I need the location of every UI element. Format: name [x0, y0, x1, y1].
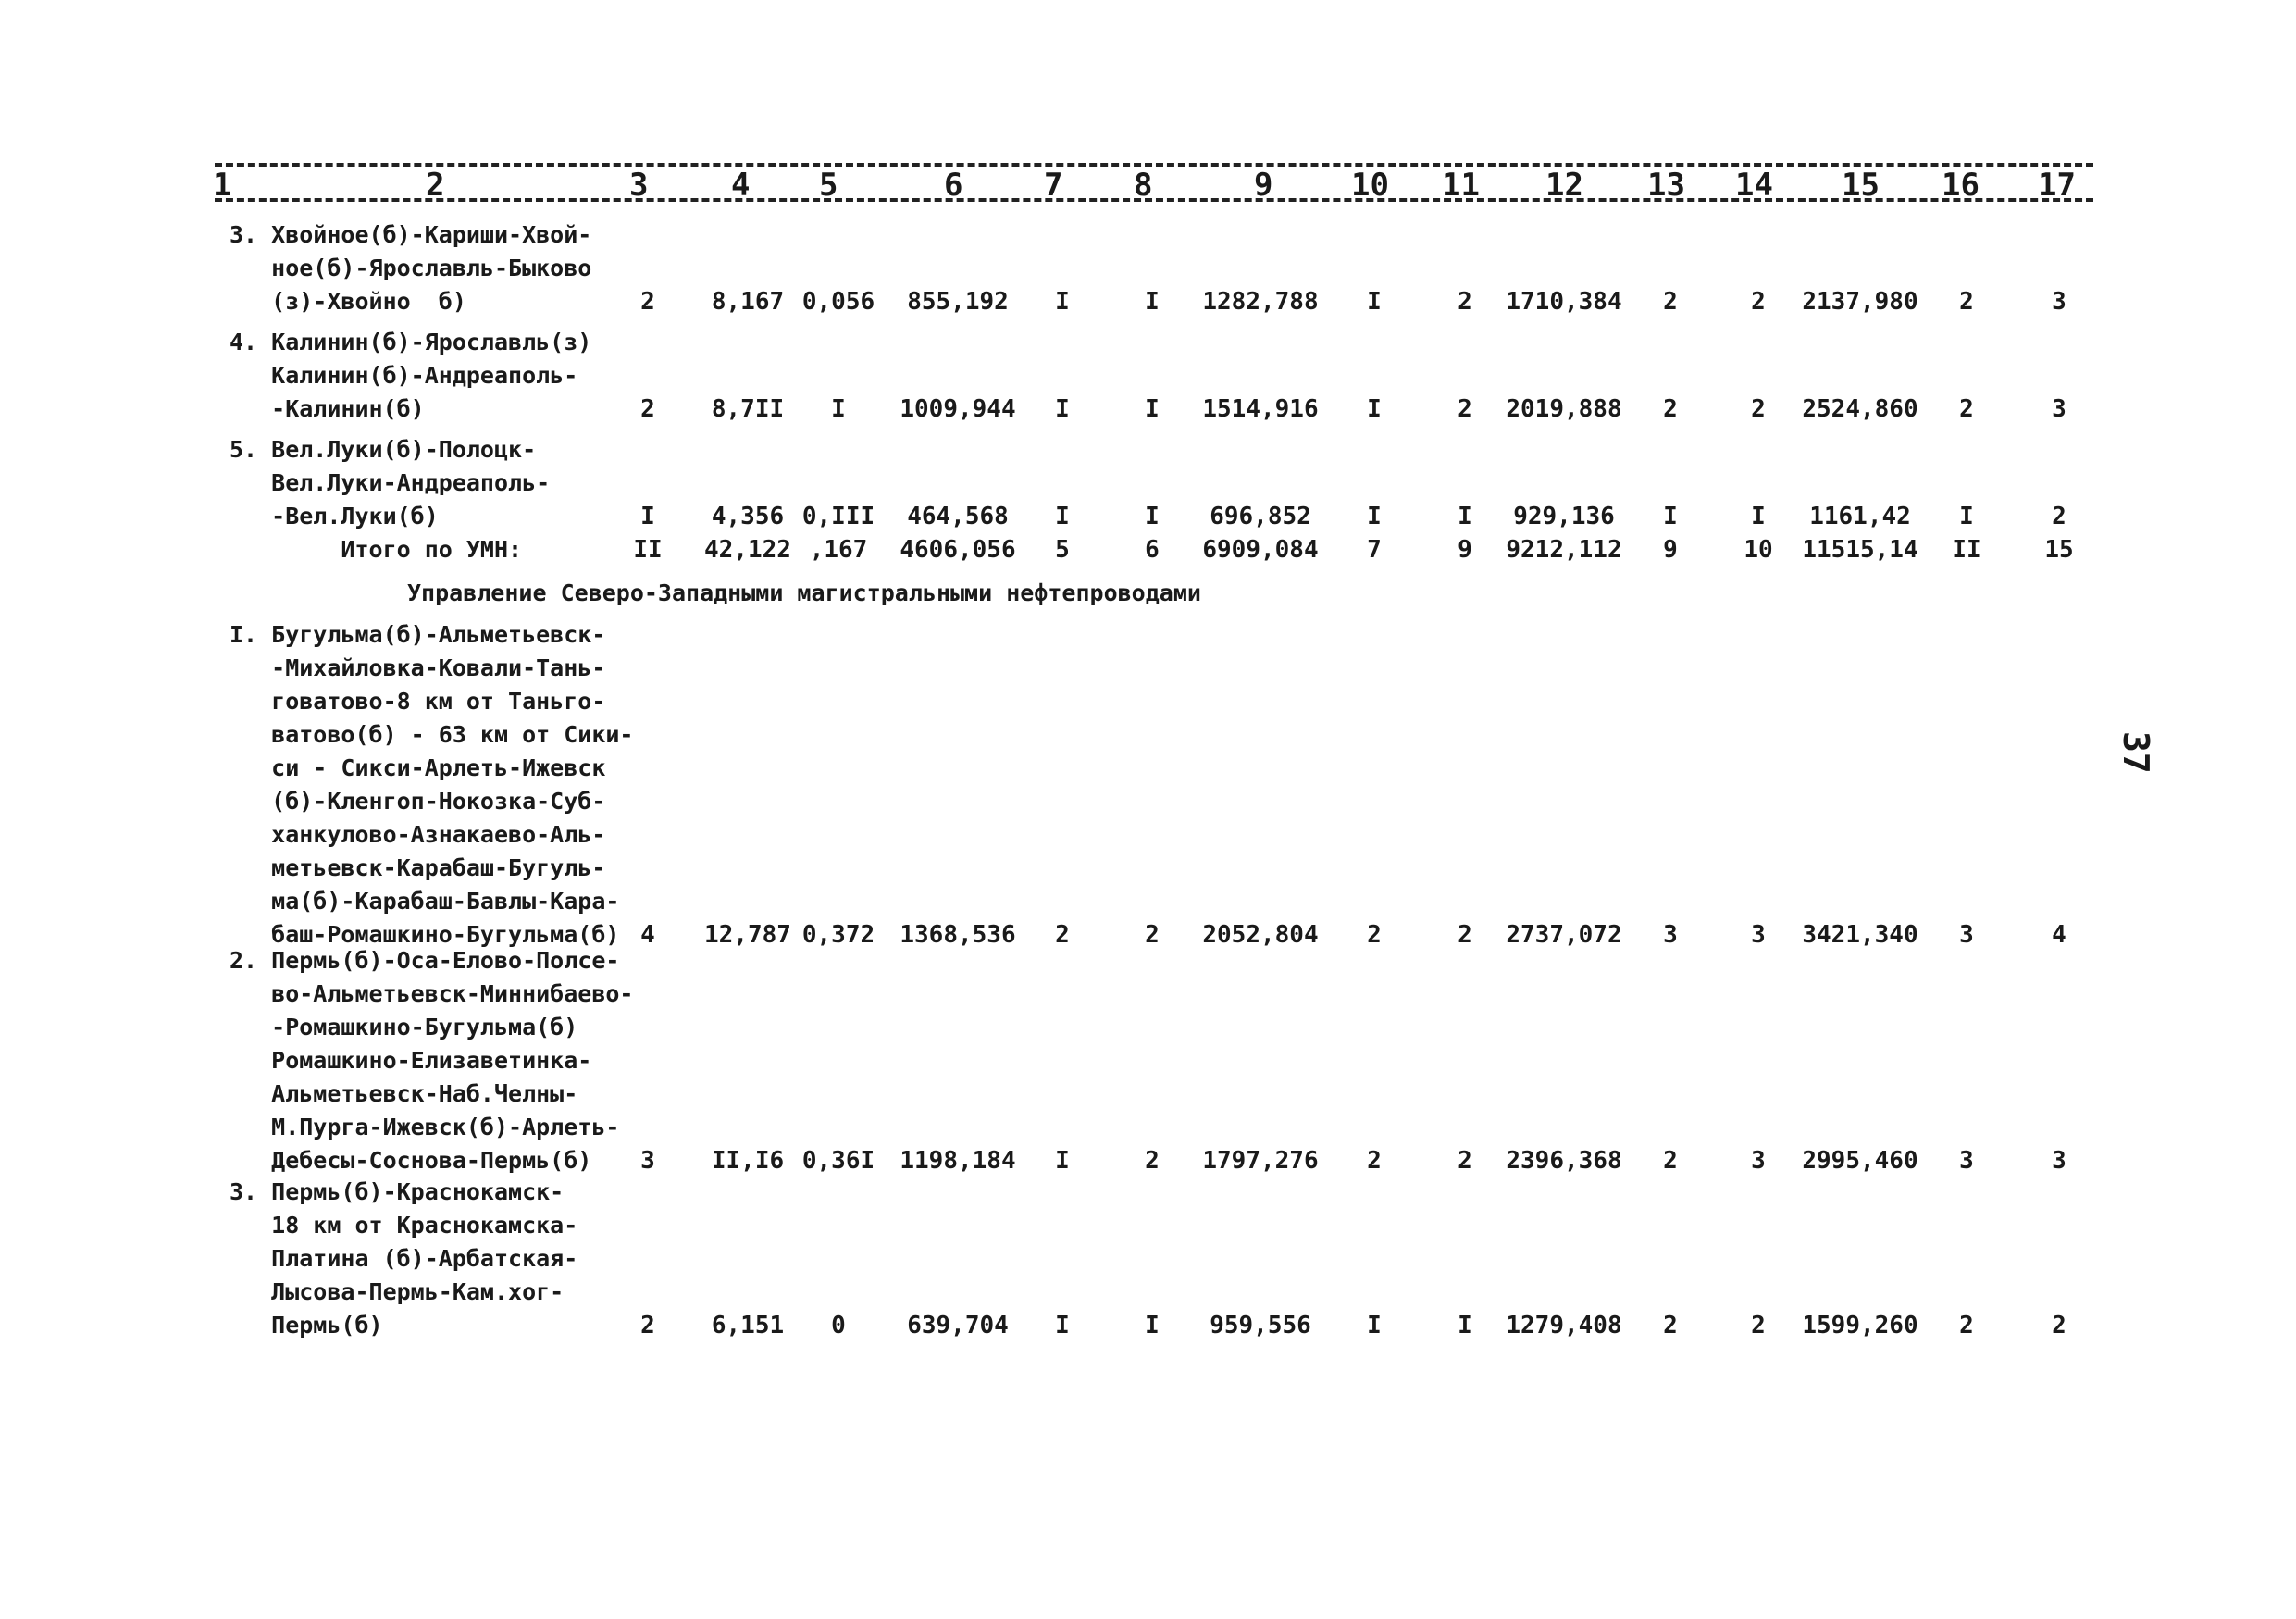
cell-total-c15: 11515,14 — [1802, 536, 1918, 564]
row-name-line: -Калинин(б) — [230, 395, 425, 422]
cell-r3a-c10: I — [1367, 288, 1382, 316]
cell-r3b-c15: 1599,260 — [1802, 1312, 1918, 1339]
row-name-line: Калинин(б)-Андреаполь- — [230, 362, 578, 389]
row-name-line: (з)-Хвойно б) — [230, 288, 466, 315]
cell-r5a-c4: 4,356 — [711, 503, 785, 530]
row-name-line: Платина (б)-Арбатская- — [230, 1245, 578, 1272]
cell-total-c11: 9 — [1458, 536, 1472, 564]
cell-r4a-c6: 1009,944 — [900, 395, 1016, 423]
cell-total-c16: II — [1952, 536, 1981, 564]
cell-r3b-c8: I — [1145, 1312, 1160, 1339]
column-header-13: 13 — [1647, 167, 1685, 204]
cell-r5a-c13: I — [1663, 503, 1678, 530]
row-name-line: Пермь(б) — [230, 1312, 383, 1339]
row-name-r3a — [230, 218, 618, 318]
cell-r4a-c3: 2 — [640, 395, 655, 423]
cell-total-c14: 10 — [1744, 536, 1773, 564]
row-name-r5a — [230, 433, 618, 533]
page-number: 37 — [2116, 731, 2156, 774]
column-header-1: 1 — [213, 167, 232, 204]
cell-r3a-c5: 0,056 — [801, 288, 875, 316]
row-name-line: -Ромашкино-Бугульма(б) — [230, 1014, 578, 1040]
cell-r3a-c9: 1282,788 — [1202, 288, 1319, 316]
cell-total-c9: 6909,084 — [1202, 536, 1319, 564]
row-name-line: ное(б)-Ярославль-Быково — [230, 255, 592, 281]
cell-total-c7: 5 — [1055, 536, 1070, 564]
cell-r5a-c15: 1161,42 — [1809, 503, 1911, 530]
cell-r2b-c10: 2 — [1367, 1147, 1382, 1175]
column-header-11: 11 — [1442, 167, 1480, 204]
cell-total-c4: 42,122 — [704, 536, 791, 564]
cell-total-c17: 15 — [2044, 536, 2074, 564]
column-header-17: 17 — [2038, 167, 2076, 204]
cell-r1b-c10: 2 — [1367, 921, 1382, 949]
cell-r3a-c13: 2 — [1663, 288, 1678, 316]
cell-r3b-c3: 2 — [640, 1312, 655, 1339]
cell-r4a-c10: I — [1367, 395, 1382, 423]
cell-r3a-c16: 2 — [1959, 288, 1974, 316]
cell-r3b-c12: 1279,408 — [1506, 1312, 1622, 1339]
cell-r3a-c4: 8,167 — [711, 288, 785, 316]
cell-r3b-c17: 2 — [2052, 1312, 2066, 1339]
section-title: Управление Северо-Западными магистральными нефтепроводами — [407, 579, 1201, 606]
cell-r1b-c16: 3 — [1959, 921, 1974, 949]
cell-total-c8: 6 — [1145, 536, 1160, 564]
cell-r4a-c16: 2 — [1959, 395, 1974, 423]
cell-r5a-c8: I — [1145, 503, 1160, 530]
row-name-line: говатово-8 км от Таньго- — [230, 688, 606, 715]
cell-r2b-c13: 2 — [1663, 1147, 1678, 1175]
header-rule-top — [215, 163, 2093, 167]
column-header-12: 12 — [1545, 167, 1583, 204]
cell-total-c12: 9212,112 — [1506, 536, 1622, 564]
cell-r4a-c9: 1514,916 — [1202, 395, 1319, 423]
cell-r3a-c7: I — [1055, 288, 1070, 316]
row-name-line: I. Бугульма(б)-Альметьевск- — [230, 621, 606, 648]
row-name-line: Лысова-Пермь-Кам.хог- — [230, 1278, 565, 1305]
column-header-3: 3 — [629, 167, 649, 204]
cell-r5a-c3: I — [640, 503, 655, 530]
cell-r3b-c7: I — [1055, 1312, 1070, 1339]
cell-total-c10: 7 — [1367, 536, 1382, 564]
cell-r2b-c12: 2396,368 — [1506, 1147, 1622, 1175]
row-name-line: -Вел.Луки(б) — [230, 503, 439, 529]
cell-r3a-c15: 2137,980 — [1802, 288, 1918, 316]
row-name-total — [230, 533, 618, 567]
cell-r3b-c9: 959,556 — [1210, 1312, 1311, 1339]
cell-r1b-c7: 2 — [1055, 921, 1070, 949]
cell-r2b-c4: II,I6 — [711, 1147, 785, 1175]
row-name-line: Дебесы-Соснова-Пермь(б) — [230, 1147, 592, 1174]
column-header-16: 16 — [1942, 167, 1980, 204]
column-header-9: 9 — [1254, 167, 1273, 204]
column-header-4: 4 — [731, 167, 751, 204]
cell-r4a-c8: I — [1145, 395, 1160, 423]
row-name-line: (б)-Кленгоп-Нокозка-Суб- — [230, 788, 606, 815]
column-header-10: 10 — [1351, 167, 1389, 204]
cell-r2b-c3: 3 — [640, 1147, 655, 1175]
cell-r4a-c7: I — [1055, 395, 1070, 423]
row-name-line: Ромашкино-Елизаветинка- — [230, 1047, 592, 1074]
column-header-2: 2 — [426, 167, 445, 204]
cell-r1b-c11: 2 — [1458, 921, 1472, 949]
cell-r2b-c11: 2 — [1458, 1147, 1472, 1175]
cell-r3a-c8: I — [1145, 288, 1160, 316]
row-name-line: М.Пурга-Ижевск(б)-Арлеть- — [230, 1114, 620, 1140]
row-name-line: баш-Ромашкино-Бугульма(б) — [230, 921, 620, 948]
row-name-line: 4. Калинин(б)-Ярославль(з) — [230, 329, 592, 355]
cell-r5a-c14: I — [1751, 503, 1766, 530]
cell-r1b-c9: 2052,804 — [1202, 921, 1319, 949]
cell-r2b-c5: 0,36I — [801, 1147, 875, 1175]
row-name-line: ма(б)-Карабаш-Бавлы-Кара- — [230, 888, 620, 915]
cell-r4a-c12: 2019,888 — [1506, 395, 1622, 423]
row-name-line: 5. Вел.Луки(б)-Полоцк- — [230, 436, 537, 463]
cell-r3b-c13: 2 — [1663, 1312, 1678, 1339]
cell-r1b-c5: 0,372 — [801, 921, 875, 949]
cell-r2b-c8: 2 — [1145, 1147, 1160, 1175]
cell-r3a-c12: 1710,384 — [1506, 288, 1622, 316]
cell-total-c5: ,167 — [809, 536, 868, 564]
row-name-line: метьевск-Карабаш-Бугуль- — [230, 854, 606, 881]
cell-r2b-c17: 3 — [2052, 1147, 2066, 1175]
cell-r5a-c7: I — [1055, 503, 1070, 530]
column-header-6: 6 — [944, 167, 963, 204]
cell-r2b-c16: 3 — [1959, 1147, 1974, 1175]
row-name-r1b — [230, 618, 634, 952]
cell-r3b-c5: 0 — [831, 1312, 846, 1339]
cell-r4a-c14: 2 — [1751, 395, 1766, 423]
cell-r5a-c12: 929,136 — [1513, 503, 1615, 530]
cell-r3a-c3: 2 — [640, 288, 655, 316]
cell-r5a-c6: 464,568 — [907, 503, 1009, 530]
cell-r1b-c4: 12,787 — [704, 921, 791, 949]
cell-r2b-c6: 1198,184 — [900, 1147, 1016, 1175]
row-name-r4a — [230, 326, 618, 426]
row-name-r2b — [230, 944, 634, 1177]
cell-r1b-c17: 4 — [2052, 921, 2066, 949]
row-name-line: Итого по УМН: — [230, 536, 523, 563]
row-name-line: 18 км от Краснокамска- — [230, 1212, 578, 1239]
column-header-15: 15 — [1842, 167, 1880, 204]
cell-total-c6: 4606,056 — [900, 536, 1016, 564]
cell-r3b-c4: 6,151 — [711, 1312, 785, 1339]
cell-r2b-c14: 3 — [1751, 1147, 1766, 1175]
row-name-line: ватово(б) - 63 км от Сики- — [230, 721, 634, 748]
column-header-8: 8 — [1134, 167, 1153, 204]
cell-r4a-c17: 3 — [2052, 395, 2066, 423]
row-name-line: си - Сикси-Арлеть-Ижевск — [230, 754, 606, 781]
cell-r5a-c17: 2 — [2052, 503, 2066, 530]
cell-r3b-c11: I — [1458, 1312, 1472, 1339]
cell-r1b-c14: 3 — [1751, 921, 1766, 949]
cell-r4a-c4: 8,7II — [711, 395, 785, 423]
cell-r1b-c6: 1368,536 — [900, 921, 1016, 949]
cell-r5a-c9: 696,852 — [1210, 503, 1311, 530]
cell-total-c3: II — [633, 536, 663, 564]
column-header-14: 14 — [1735, 167, 1773, 204]
cell-r2b-c7: I — [1055, 1147, 1070, 1175]
cell-r1b-c13: 3 — [1663, 921, 1678, 949]
row-name-line: Альметьевск-Наб.Челны- — [230, 1080, 578, 1107]
cell-r5a-c16: I — [1959, 503, 1974, 530]
cell-r4a-c13: 2 — [1663, 395, 1678, 423]
row-name-line: 3. Хвойное(б)-Кариши-Хвой- — [230, 221, 592, 248]
cell-r3b-c14: 2 — [1751, 1312, 1766, 1339]
cell-r1b-c8: 2 — [1145, 921, 1160, 949]
cell-r3a-c6: 855,192 — [907, 288, 1009, 316]
cell-r1b-c3: 4 — [640, 921, 655, 949]
header-rule-bottom — [215, 198, 2093, 202]
column-header-7: 7 — [1044, 167, 1063, 204]
cell-r1b-c15: 3421,340 — [1802, 921, 1918, 949]
cell-r4a-c5: I — [831, 395, 846, 423]
row-name-r3b — [230, 1176, 618, 1342]
cell-r3a-c17: 3 — [2052, 288, 2066, 316]
cell-r4a-c11: 2 — [1458, 395, 1472, 423]
cell-total-c13: 9 — [1663, 536, 1678, 564]
row-name-line: во-Альметьевск-Миннибаево- — [230, 980, 634, 1007]
cell-r2b-c9: 1797,276 — [1202, 1147, 1319, 1175]
row-name-line: 2. Пермь(б)-Оса-Елово-Полсе- — [230, 947, 620, 974]
row-name-line: -Михайловка-Ковали-Тань- — [230, 654, 606, 681]
cell-r3a-c11: 2 — [1458, 288, 1472, 316]
cell-r3b-c16: 2 — [1959, 1312, 1974, 1339]
cell-r5a-c5: 0,III — [801, 503, 875, 530]
cell-r3b-c6: 639,704 — [907, 1312, 1009, 1339]
cell-r5a-c11: I — [1458, 503, 1472, 530]
row-name-line: ханкулово-Азнакаево-Аль- — [230, 821, 606, 848]
cell-r4a-c15: 2524,860 — [1802, 395, 1918, 423]
cell-r5a-c10: I — [1367, 503, 1382, 530]
cell-r2b-c15: 2995,460 — [1802, 1147, 1918, 1175]
cell-r3b-c10: I — [1367, 1312, 1382, 1339]
row-name-line: Вел.Луки-Андреаполь- — [230, 469, 551, 496]
column-header-5: 5 — [819, 167, 838, 204]
row-name-line: 3. Пермь(б)-Краснокамск- — [230, 1178, 565, 1205]
cell-r1b-c12: 2737,072 — [1506, 921, 1622, 949]
cell-r3a-c14: 2 — [1751, 288, 1766, 316]
